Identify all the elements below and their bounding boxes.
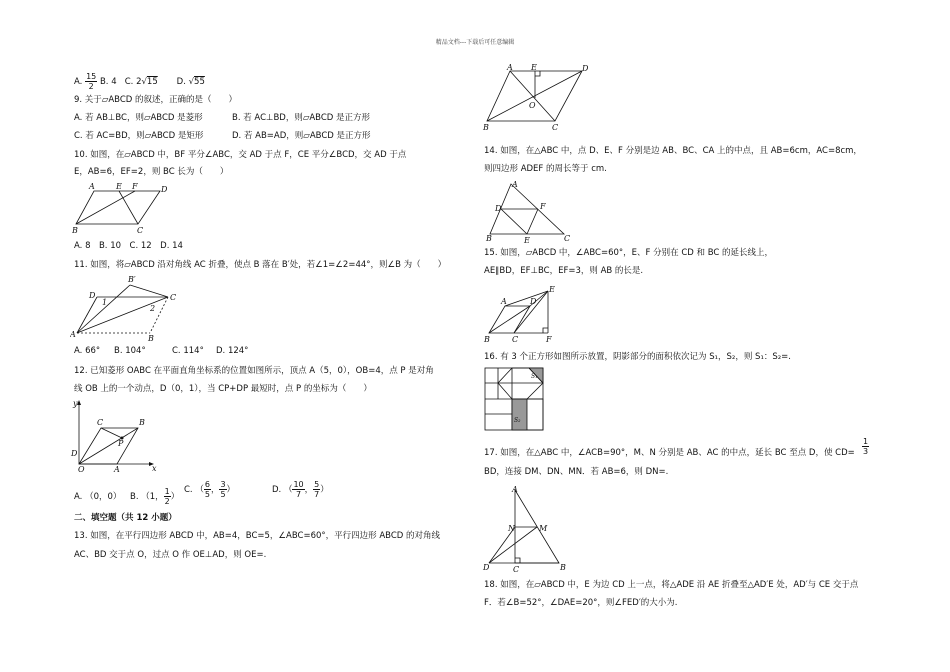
- q8-choice-d-prefix: D.: [176, 77, 186, 87]
- q13-label-e: E: [531, 63, 537, 72]
- q17-line1: 17. 如图，在△ABC 中，∠ACB=90°，M、N 分别是 AB、AC 的中点，延长 BC 至点 D，使 CD=: [484, 448, 855, 458]
- q12-label-c: C: [97, 418, 104, 427]
- q17-label-c: C: [513, 565, 520, 573]
- q17-label-m: M: [539, 524, 548, 533]
- q8-choice-c-sqrt: √15: [141, 77, 158, 87]
- q12-label-p: P: [118, 439, 124, 448]
- q15-label-a: A: [501, 297, 507, 306]
- q14-triangle-figure: [484, 178, 574, 244]
- q17-triangle-figure: [482, 483, 567, 573]
- q17-fraction: $\frac{1}{3}$: [863, 437, 869, 456]
- q14-line1: 14. 如图，在△ABC 中，点 D、E、F 分别是边 AB、BC、CA 上的中点，且 AB=6cm，AC=8cm，: [484, 146, 862, 156]
- q14-label-d: D: [495, 204, 502, 213]
- q13-label-c: C: [552, 123, 559, 132]
- q12-y-axis-arrow-icon: [77, 400, 81, 405]
- q15-line1: 15. 如图，▱ABCD 中，∠ABC=60°，E、F 分别在 CD 和 BC 的延长线上，: [484, 248, 774, 258]
- q11-label-b-prime: B′: [128, 275, 136, 284]
- q12-choice-d: D. （ $\frac{10}{7}$ ， $\frac{5}{7}$ ）: [272, 480, 329, 499]
- q11-label-c: C: [170, 293, 177, 302]
- q14-label-e: E: [524, 236, 530, 244]
- q10-label-d: D: [161, 185, 168, 194]
- q13-label-b: B: [483, 123, 489, 132]
- q17-label-n: N: [508, 524, 515, 533]
- q8-choice-d-sqrt: √55: [188, 77, 205, 87]
- q11-label-d: D: [89, 291, 96, 300]
- q17-label-b: B: [560, 563, 566, 572]
- q12-choice-a: A. （0，0）: [74, 492, 122, 502]
- q9-choice-a: A. 若 AB⊥BC，则▱ABCD 是菱形: [74, 113, 203, 123]
- q11-choice-a: A. 66°: [74, 346, 101, 356]
- q11-label-a: A: [70, 330, 76, 339]
- q15-parallelogram-figure: [482, 283, 562, 345]
- section-fill-in-blank-title: 二、填空题（共 12 小题）: [74, 513, 177, 523]
- q15-label-d: D: [530, 297, 537, 306]
- q12-label-b: B: [139, 418, 145, 427]
- q10-line2: E，AB=6，EF=2，则 BC 长为（ ）: [74, 167, 229, 177]
- q13-line1: 13. 如图，在平行四边形 ABCD 中，AB=4，BC=5，∠ABC=60°，平行四边形 ABCD 的对角线: [74, 531, 441, 541]
- q10-label-c: C: [137, 226, 144, 235]
- q17-label-d: D: [483, 563, 490, 572]
- q14-label-f: F: [540, 202, 546, 211]
- q13-parallelogram-figure: [480, 62, 595, 134]
- q12-line2: 线 OB 上的一个动点，D（0，1），当 CP+DP 最短时，点 P 的坐标为（ ）: [74, 384, 372, 394]
- q10-label-a: A: [89, 182, 95, 191]
- q12-label-x: x: [152, 464, 157, 472]
- q10-parallelogram-figure: [72, 182, 172, 236]
- q8-choices: [74, 72, 205, 91]
- q9-choice-d: D. 若 AB=AD，则▱ABCD 是正方形: [232, 131, 371, 141]
- q12-choice-b: B. （1， $\frac{1}{2}$ ）: [130, 487, 180, 506]
- q16-label-s1: S₁: [531, 373, 538, 380]
- q13-label-o: O: [529, 101, 536, 110]
- q9-choice-b: B. 若 AC⊥BD，则▱ABCD 是正方形: [232, 113, 371, 123]
- page-header: 精品文档---下载后可任意编辑: [435, 39, 515, 46]
- q11-choice-d: D. 124°: [216, 346, 249, 356]
- q10-label-f: F: [132, 182, 138, 191]
- q16-stem: 16. 有 3 个正方形如图所示放置，阴影部分的面积依次记为 S₁，S₂，则 S₁：S₂=.: [484, 352, 791, 362]
- q12-line1: 12. 已知菱形 OABC 在平面直角坐标系的位置如图所示，顶点 A（5，0），OB=4，点 P 是对角: [74, 366, 434, 376]
- q16-squares-figure: [484, 367, 548, 433]
- q17-label-a: A: [512, 485, 518, 494]
- q11-fold-figure: [70, 273, 190, 341]
- q16-label-s2: S₂: [514, 417, 521, 424]
- q12-label-y: y: [73, 399, 78, 408]
- q8-choice-b: B. 4: [99, 77, 117, 87]
- q8-choice-a-prefix: A.: [74, 77, 83, 87]
- q9-stem: 9. 关于▱ABCD 的叙述，正确的是（ ）: [74, 95, 238, 105]
- q15-label-e: E: [549, 285, 555, 294]
- q11-stem: 11. 如图，将▱ABCD 沿对角线 AC 折叠，使点 B 落在 B′处，若∠1=∠2=44°，则∠B 为（ ）: [74, 260, 447, 270]
- q13-line2: AC、BD 交于点 O，过点 O 作 OE⊥AD，则 OE=.: [74, 550, 267, 560]
- q15-label-b: B: [484, 335, 490, 344]
- q14-label-a: A: [512, 180, 518, 189]
- q12-coordinate-figure: [70, 398, 165, 472]
- q8-choice-c-prefix: C. 2: [124, 77, 142, 87]
- q11-angle-1: 1: [102, 298, 108, 307]
- q12-label-d: D: [71, 449, 78, 458]
- q10-line1: 10. 如图，在▱ABCD 中，BF 平分∠ABC，交 AD 于点 F，CE 平分∠BCD，交 AD 于点: [74, 150, 407, 160]
- q11-angle-2: 2: [150, 304, 156, 313]
- q14-label-b: B: [486, 234, 492, 243]
- q17-line2: BD，连接 DM、DN、MN．若 AB=6，则 DN=.: [484, 467, 669, 477]
- q11-label-b: B: [148, 334, 154, 341]
- q16-shaded-s2: [512, 399, 527, 430]
- q9-choice-c: C. 若 AC=BD，则▱ABCD 是矩形: [74, 131, 204, 141]
- q15-line2: AE∥BD，EF⊥BC，EF=3，则 AB 的长是.: [484, 266, 644, 276]
- q10-choices: A. 8 B. 10 C. 12 D. 14: [74, 241, 183, 251]
- q14-label-c: C: [564, 234, 571, 243]
- q8-choice-a-fraction: $\frac{15}{2}$: [86, 72, 97, 91]
- q13-label-a: A: [507, 63, 513, 72]
- q14-line2: 则四边形 ADEF 的周长等于 cm.: [484, 164, 607, 174]
- q10-label-e: E: [116, 182, 122, 191]
- q10-label-b: B: [72, 226, 78, 235]
- q18-line1: 18. 如图，在▱ABCD 中，E 为边 CD 上一点，将△ADE 沿 AE 折叠至△AD′E 处，AD′与 CE 交于点: [484, 580, 859, 590]
- q12-choice-c: C. （ $\frac{6}{5}$ ， $\frac{3}{5}$ ）: [184, 480, 236, 499]
- q12-label-o: O: [78, 465, 85, 472]
- q18-line2: F．若∠B=52°，∠DAE=20°，则∠FED′的大小为.: [484, 598, 678, 608]
- q15-label-c: C: [512, 335, 519, 344]
- q12-label-a: A: [114, 465, 120, 472]
- q11-choice-c: C. 114°: [172, 346, 204, 356]
- q13-label-d: D: [582, 64, 589, 73]
- q11-choice-b: B. 104°: [114, 346, 146, 356]
- q15-label-f: F: [546, 335, 552, 344]
